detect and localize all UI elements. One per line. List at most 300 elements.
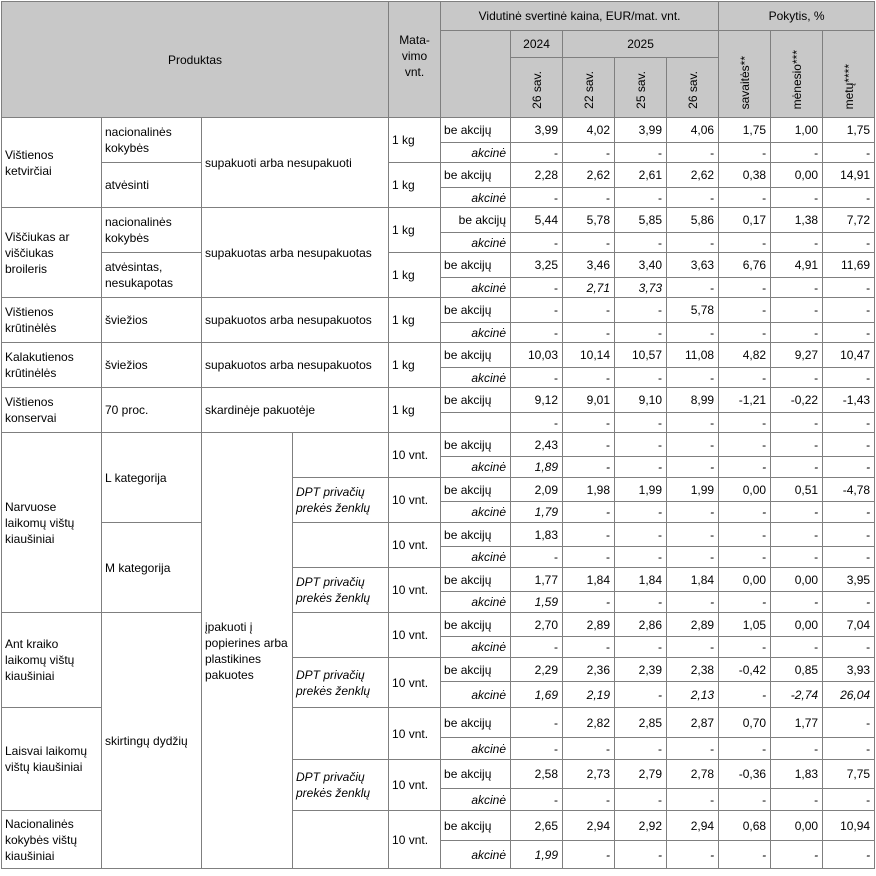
value-cell: 2,65: [511, 811, 563, 841]
brand-dpt: DPT privačių prekės ženklų: [293, 478, 389, 523]
value-cell: -: [615, 368, 667, 388]
value-cell: 1,99: [615, 478, 667, 502]
value-cell: -: [771, 233, 823, 253]
value-cell: -: [511, 547, 563, 568]
packaging: supakuotos arba nesupakuotos: [202, 343, 389, 388]
value-cell: -: [719, 143, 771, 163]
value-cell: 1,38: [771, 208, 823, 233]
price-type-label: be akcijų: [441, 523, 511, 547]
header-menesio: mėnesio***: [771, 31, 823, 118]
value-cell: 7,72: [823, 208, 875, 233]
value-cell: -: [563, 143, 615, 163]
brand-blank: [293, 613, 389, 658]
value-cell: -: [667, 841, 719, 869]
value-cell: -0,42: [719, 658, 771, 682]
value-cell: 4,82: [719, 343, 771, 368]
value-cell: -: [511, 368, 563, 388]
value-cell: -: [823, 413, 875, 433]
header-week-26-2024: 26 sav.: [511, 58, 563, 118]
value-cell: -: [667, 368, 719, 388]
value-cell: -: [511, 143, 563, 163]
value-cell: 3,40: [615, 253, 667, 278]
value-cell: 3,63: [667, 253, 719, 278]
value-cell: 2,19: [563, 682, 615, 708]
product-subtype: šviežios: [102, 343, 202, 388]
value-cell: 0,00: [771, 163, 823, 188]
value-cell: 6,76: [719, 253, 771, 278]
value-cell: -: [563, 502, 615, 523]
product-name: Nacionalinės kokybės vištų kiaušiniai: [2, 811, 102, 869]
value-cell: -: [615, 233, 667, 253]
value-cell: 26,04: [823, 682, 875, 708]
value-cell: 10,47: [823, 343, 875, 368]
value-cell: 4,91: [771, 253, 823, 278]
price-type-label: akcinė: [441, 738, 511, 760]
value-cell: -: [511, 708, 563, 738]
value-cell: 7,75: [823, 760, 875, 789]
price-type-label: be akcijų: [441, 208, 511, 233]
value-cell: 5,86: [667, 208, 719, 233]
price-type-label: akcinė: [441, 457, 511, 478]
value-cell: -: [771, 368, 823, 388]
price-type-label: akcinė: [441, 278, 511, 298]
value-cell: -: [823, 738, 875, 760]
value-cell: -: [771, 637, 823, 658]
value-cell: -: [667, 413, 719, 433]
value-cell: 1,79: [511, 502, 563, 523]
packaging: supakuotos arba nesupakuotos: [202, 298, 389, 343]
value-cell: 2,38: [667, 658, 719, 682]
value-cell: -: [823, 708, 875, 738]
value-cell: 0,00: [771, 811, 823, 841]
header-produktas: Produktas: [2, 2, 389, 118]
price-type-label: akcinė: [441, 188, 511, 208]
brand-dpt: DPT privačių prekės ženklų: [293, 658, 389, 708]
header-blank: [441, 31, 511, 118]
value-cell: -: [719, 278, 771, 298]
value-cell: 2,43: [511, 433, 563, 457]
product-subtype: 70 proc.: [102, 388, 202, 433]
price-type-label: be akcijų: [441, 433, 511, 457]
value-cell: -: [719, 323, 771, 343]
value-cell: 2,79: [615, 760, 667, 789]
value-cell: 1,05: [719, 613, 771, 637]
value-cell: -: [719, 433, 771, 457]
value-cell: 2,09: [511, 478, 563, 502]
product-name: Ant kraiko laikomų vištų kiaušiniai: [2, 613, 102, 708]
packaging: įpakuoti į popierines arba plastikines pakuotes: [202, 433, 293, 869]
header-year-2025: 2025: [563, 31, 719, 58]
price-type-label: be akcijų: [441, 568, 511, 592]
product-name: Vištienos ketvirčiai: [2, 118, 102, 208]
value-cell: -: [615, 523, 667, 547]
value-cell: -: [719, 298, 771, 323]
value-cell: -: [615, 547, 667, 568]
value-cell: 3,25: [511, 253, 563, 278]
value-cell: -: [563, 592, 615, 613]
unit: 1 kg: [389, 118, 441, 163]
value-cell: 10,57: [615, 343, 667, 368]
value-cell: -: [823, 143, 875, 163]
value-cell: -: [667, 233, 719, 253]
unit: 10 vnt.: [389, 760, 441, 811]
value-cell: -: [667, 738, 719, 760]
unit: 1 kg: [389, 343, 441, 388]
value-cell: -: [823, 547, 875, 568]
value-cell: 1,99: [667, 478, 719, 502]
price-type-label: akcinė: [441, 502, 511, 523]
value-cell: 11,69: [823, 253, 875, 278]
value-cell: 0,00: [719, 478, 771, 502]
product-subtype: L kategorija: [102, 433, 202, 523]
value-cell: 5,85: [615, 208, 667, 233]
product-subtype: šviežios: [102, 298, 202, 343]
value-cell: 9,10: [615, 388, 667, 413]
value-cell: -: [823, 233, 875, 253]
value-cell: -: [511, 789, 563, 811]
value-cell: -: [615, 592, 667, 613]
value-cell: -: [667, 457, 719, 478]
value-cell: 5,78: [563, 208, 615, 233]
value-cell: -: [511, 298, 563, 323]
value-cell: -1,21: [719, 388, 771, 413]
unit: 10 vnt.: [389, 478, 441, 523]
value-cell: -: [719, 233, 771, 253]
value-cell: 9,12: [511, 388, 563, 413]
value-cell: 2,78: [667, 760, 719, 789]
value-cell: 0,00: [771, 568, 823, 592]
value-cell: 4,02: [563, 118, 615, 143]
unit: 10 vnt.: [389, 708, 441, 760]
brand-blank: [293, 433, 389, 478]
value-cell: -: [719, 188, 771, 208]
value-cell: -: [771, 143, 823, 163]
header-matavimo: Mata-vimo vnt.: [389, 2, 441, 118]
value-cell: -: [667, 188, 719, 208]
brand-dpt: DPT privačių prekės ženklų: [293, 760, 389, 811]
value-cell: -0,36: [719, 760, 771, 789]
value-cell: 1,59: [511, 592, 563, 613]
value-cell: 3,99: [615, 118, 667, 143]
brand-blank: [293, 811, 389, 869]
brand-dpt: DPT privačių prekės ženklų: [293, 568, 389, 613]
product-name: Laisvai laikomų vištų kiaušiniai: [2, 708, 102, 811]
value-cell: -: [615, 188, 667, 208]
value-cell: -: [667, 592, 719, 613]
value-cell: -: [719, 682, 771, 708]
value-cell: -: [511, 738, 563, 760]
value-cell: 4,06: [667, 118, 719, 143]
value-cell: 1,98: [563, 478, 615, 502]
value-cell: -: [563, 298, 615, 323]
value-cell: 1,83: [771, 760, 823, 789]
value-cell: 3,46: [563, 253, 615, 278]
value-cell: -: [719, 368, 771, 388]
unit: 1 kg: [389, 253, 441, 298]
price-type-label: be akcijų: [441, 760, 511, 789]
packaging: skardinėje pakuotėje: [202, 388, 389, 433]
value-cell: 1,99: [511, 841, 563, 869]
value-cell: 1,89: [511, 457, 563, 478]
unit: 1 kg: [389, 163, 441, 208]
value-cell: -: [667, 433, 719, 457]
value-cell: -: [823, 433, 875, 457]
value-cell: -: [719, 547, 771, 568]
value-cell: -: [823, 637, 875, 658]
value-cell: 3,73: [615, 278, 667, 298]
value-cell: 2,13: [667, 682, 719, 708]
value-cell: -: [667, 637, 719, 658]
value-cell: 0,70: [719, 708, 771, 738]
value-cell: -2,74: [771, 682, 823, 708]
value-cell: 2,62: [563, 163, 615, 188]
product-name: Vištienos konservai: [2, 388, 102, 433]
value-cell: -: [615, 841, 667, 869]
header-year-2024: 2024: [511, 31, 563, 58]
value-cell: -: [771, 592, 823, 613]
product-name: Narvuose laikomų vištų kiaušiniai: [2, 433, 102, 613]
value-cell: 1,84: [563, 568, 615, 592]
value-cell: -: [563, 841, 615, 869]
value-cell: -: [563, 547, 615, 568]
price-type-label: be akcijų: [441, 478, 511, 502]
value-cell: 2,94: [563, 811, 615, 841]
value-cell: -: [511, 233, 563, 253]
value-cell: 0,00: [719, 568, 771, 592]
value-cell: 5,44: [511, 208, 563, 233]
price-table: [1, 1, 875, 869]
value-cell: -: [615, 298, 667, 323]
value-cell: 2,92: [615, 811, 667, 841]
value-cell: 10,14: [563, 343, 615, 368]
value-cell: 5,78: [667, 298, 719, 323]
unit: 10 vnt.: [389, 433, 441, 478]
value-cell: -: [771, 457, 823, 478]
value-cell: -: [823, 278, 875, 298]
product-name: Vištienos krūtinėlės: [2, 298, 102, 343]
value-cell: -: [771, 298, 823, 323]
value-cell: -: [719, 841, 771, 869]
value-cell: 2,58: [511, 760, 563, 789]
value-cell: -: [563, 433, 615, 457]
value-cell: 0,38: [719, 163, 771, 188]
price-type-label: be akcijų: [441, 388, 511, 413]
brand-blank: [293, 523, 389, 568]
price-type-label: akcinė: [441, 233, 511, 253]
value-cell: -: [823, 188, 875, 208]
value-cell: -: [615, 457, 667, 478]
value-cell: -: [563, 323, 615, 343]
unit: 10 vnt.: [389, 613, 441, 658]
value-cell: -: [511, 413, 563, 433]
price-type-label: be akcijų: [441, 118, 511, 143]
value-cell: -: [511, 323, 563, 343]
value-cell: 1,77: [511, 568, 563, 592]
price-type-label: akcinė: [441, 368, 511, 388]
value-cell: -: [771, 413, 823, 433]
value-cell: 1,83: [511, 523, 563, 547]
value-cell: 1,84: [615, 568, 667, 592]
header-week-22: 22 sav.: [563, 58, 615, 118]
price-type-label: be akcijų: [441, 163, 511, 188]
value-cell: -: [719, 789, 771, 811]
value-cell: 3,93: [823, 658, 875, 682]
value-cell: 10,94: [823, 811, 875, 841]
value-cell: -: [667, 278, 719, 298]
value-cell: -: [615, 637, 667, 658]
value-cell: 2,89: [667, 613, 719, 637]
value-cell: -: [771, 547, 823, 568]
header-vidutine-kaina: Vidutinė svertinė kaina, EUR/mat. vnt.: [441, 2, 719, 31]
price-type-label: akcinė: [441, 323, 511, 343]
header-savaites: savaitės**: [719, 31, 771, 118]
value-cell: -: [511, 188, 563, 208]
value-cell: -: [511, 278, 563, 298]
value-cell: 2,82: [563, 708, 615, 738]
value-cell: -: [563, 233, 615, 253]
value-cell: 2,70: [511, 613, 563, 637]
value-cell: 2,28: [511, 163, 563, 188]
value-cell: 2,61: [615, 163, 667, 188]
price-type-label: akcinė: [441, 682, 511, 708]
value-cell: 1,69: [511, 682, 563, 708]
value-cell: -: [615, 682, 667, 708]
value-cell: -: [719, 592, 771, 613]
price-type-label: be akcijų: [441, 253, 511, 278]
value-cell: 9,27: [771, 343, 823, 368]
price-type-label: akcinė: [441, 143, 511, 163]
value-cell: -: [771, 502, 823, 523]
header-metu: metų****: [823, 31, 875, 118]
value-cell: -: [823, 298, 875, 323]
value-cell: 2,29: [511, 658, 563, 682]
value-cell: 0,68: [719, 811, 771, 841]
value-cell: -: [823, 457, 875, 478]
packaging: supakuotas arba nesupakuotas: [202, 208, 389, 298]
price-type-label: be akcijų: [441, 613, 511, 637]
unit: 10 vnt.: [389, 658, 441, 708]
value-cell: -: [667, 143, 719, 163]
header-week-26-2025: 26 sav.: [667, 58, 719, 118]
value-cell: -: [771, 278, 823, 298]
price-type-label: be akcijų: [441, 343, 511, 368]
product-subtype: skirtingų dydžių: [102, 613, 202, 869]
value-cell: -1,43: [823, 388, 875, 413]
value-cell: -: [615, 143, 667, 163]
value-cell: -: [771, 841, 823, 869]
value-cell: -: [615, 502, 667, 523]
brand-blank: [293, 708, 389, 760]
value-cell: -: [771, 188, 823, 208]
value-cell: 1,75: [719, 118, 771, 143]
value-cell: 0,00: [771, 613, 823, 637]
value-cell: -: [667, 547, 719, 568]
value-cell: -: [719, 413, 771, 433]
value-cell: 8,99: [667, 388, 719, 413]
value-cell: 2,87: [667, 708, 719, 738]
unit: 10 vnt.: [389, 811, 441, 869]
unit: 1 kg: [389, 208, 441, 253]
value-cell: -: [823, 789, 875, 811]
unit: 10 vnt.: [389, 568, 441, 613]
value-cell: -: [563, 523, 615, 547]
value-cell: -: [823, 502, 875, 523]
value-cell: 0,17: [719, 208, 771, 233]
value-cell: -4,78: [823, 478, 875, 502]
value-cell: 10,03: [511, 343, 563, 368]
value-cell: 3,95: [823, 568, 875, 592]
value-cell: -: [667, 789, 719, 811]
price-type-label: akcinė: [441, 547, 511, 568]
value-cell: -: [719, 738, 771, 760]
value-cell: 14,91: [823, 163, 875, 188]
packaging: supakuoti arba nesupakuoti: [202, 118, 389, 208]
value-cell: 9,01: [563, 388, 615, 413]
value-cell: 2,39: [615, 658, 667, 682]
product-subtype: atvėsintas, nesukapotas: [102, 253, 202, 298]
price-type-label: be akcijų: [441, 658, 511, 682]
value-cell: -: [563, 188, 615, 208]
value-cell: -: [823, 323, 875, 343]
value-cell: -: [667, 502, 719, 523]
product-subtype: M kategorija: [102, 523, 202, 613]
product-subtype: nacionalinės kokybės: [102, 208, 202, 253]
value-cell: -: [771, 738, 823, 760]
value-cell: -: [563, 413, 615, 433]
value-cell: -: [719, 637, 771, 658]
unit: 1 kg: [389, 388, 441, 433]
price-type-label: be akcijų: [441, 811, 511, 841]
value-cell: 3,99: [511, 118, 563, 143]
value-cell: -: [511, 637, 563, 658]
value-cell: 2,86: [615, 613, 667, 637]
value-cell: 2,94: [667, 811, 719, 841]
value-cell: 1,84: [667, 568, 719, 592]
value-cell: -: [771, 323, 823, 343]
value-cell: 7,04: [823, 613, 875, 637]
header-week-25: 25 sav.: [615, 58, 667, 118]
value-cell: 0,51: [771, 478, 823, 502]
price-type-label: be akcijų: [441, 298, 511, 323]
value-cell: -: [771, 433, 823, 457]
price-type-label: akcinė: [441, 592, 511, 613]
value-cell: 1,75: [823, 118, 875, 143]
value-cell: 2,89: [563, 613, 615, 637]
header-pokytis: Pokytis, %: [719, 2, 875, 31]
value-cell: -: [823, 592, 875, 613]
value-cell: -: [563, 368, 615, 388]
value-cell: -: [667, 523, 719, 547]
value-cell: 1,00: [771, 118, 823, 143]
value-cell: -: [719, 523, 771, 547]
price-type-label: [441, 413, 511, 433]
value-cell: -: [719, 457, 771, 478]
price-type-label: akcinė: [441, 789, 511, 811]
value-cell: -: [771, 789, 823, 811]
unit: 1 kg: [389, 298, 441, 343]
value-cell: -0,22: [771, 388, 823, 413]
value-cell: 2,85: [615, 708, 667, 738]
value-cell: 2,62: [667, 163, 719, 188]
price-type-label: akcinė: [441, 637, 511, 658]
value-cell: 11,08: [667, 343, 719, 368]
value-cell: -: [615, 738, 667, 760]
value-cell: -: [615, 323, 667, 343]
unit: 10 vnt.: [389, 523, 441, 568]
value-cell: -: [615, 413, 667, 433]
value-cell: 0,85: [771, 658, 823, 682]
value-cell: -: [615, 789, 667, 811]
